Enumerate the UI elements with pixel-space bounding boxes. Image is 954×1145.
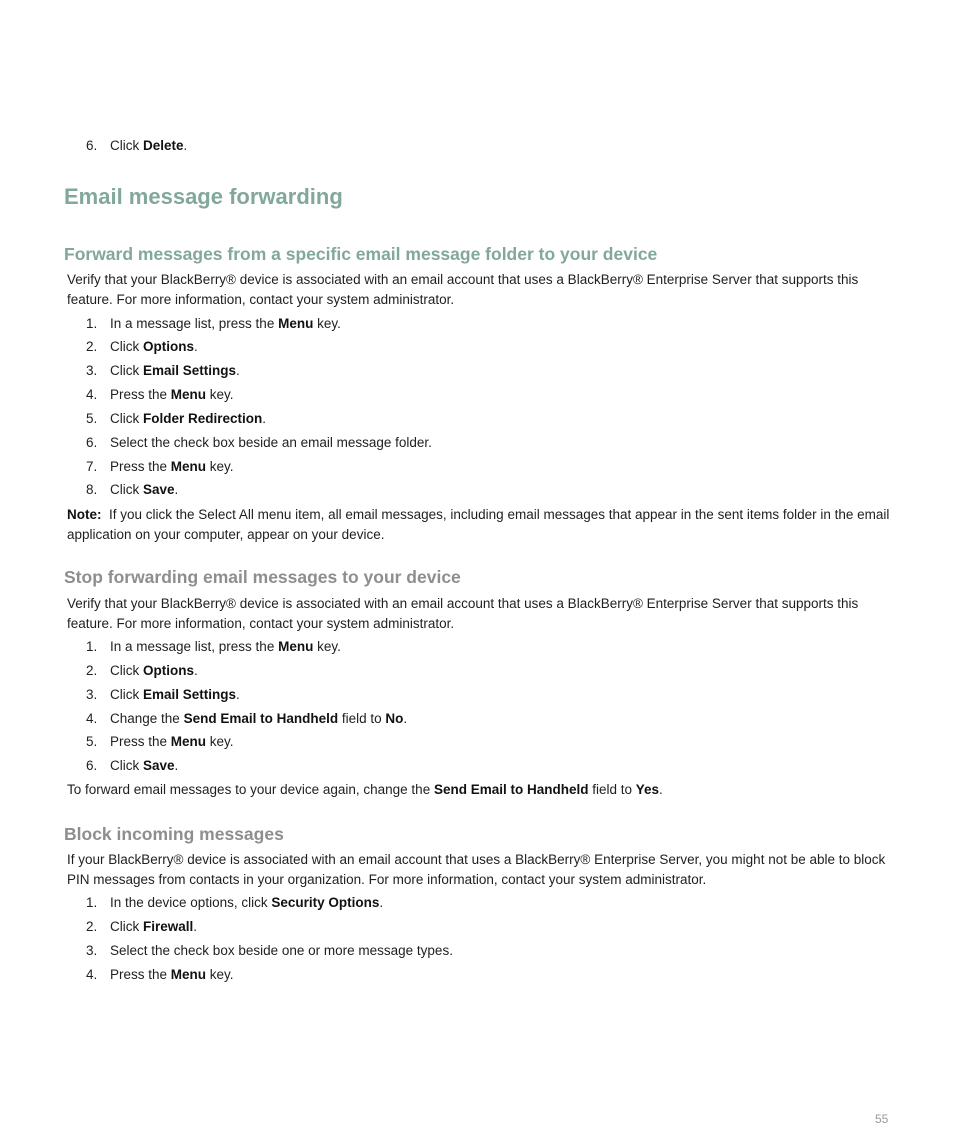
list-item: 1. In a message list, press the Menu key. — [86, 639, 341, 654]
list-item: 3. Select the check box beside one or more message types. — [86, 943, 453, 958]
list-item: 7. Press the Menu key. — [86, 459, 234, 474]
note: Note: If you click the Select All menu item, all email messages, including email messages that appear in the sent items folder in the email application on your computer, appear on your device. — [67, 507, 890, 542]
note-label: Note: — [67, 507, 102, 522]
list-item: 6. Select the check box beside an email message folder. — [86, 435, 432, 450]
section-heading-forward: Forward messages from a specific email message folder to your device — [64, 244, 658, 264]
list-item: 3. Click Email Settings. — [86, 687, 240, 702]
list-item: 8. Click Save. — [86, 482, 179, 497]
list-item: 6. Click Save. — [86, 758, 179, 773]
list-item: 4. Press the Menu key. — [86, 387, 234, 402]
section-intro: Verify that your BlackBerry® device is associated with an email account that uses a BlackBerry® Enterprise Server that supports this feature. For more information, contact your system administrator. — [67, 596, 859, 631]
list-item: 1. In the device options, click Security Options. — [86, 895, 384, 910]
section-outro: To forward email messages to your device again, change the Send Email to Handheld field to Yes. — [67, 782, 663, 797]
list-item: 5. Press the Menu key. — [86, 734, 234, 749]
section-intro: Verify that your BlackBerry® device is associated with an email account that uses a BlackBerry® Enterprise Server that supports this feature. For more information, contact your system administrator. — [67, 272, 859, 307]
list-item: 2. Click Options. — [86, 339, 198, 354]
section-intro: If your BlackBerry® device is associated with an email account that uses a BlackBerry® Enterprise Server, you might not be able to block PIN messages from contacts in your organization. For more information, contact your system administrator. — [67, 852, 886, 887]
step-number: 6. — [86, 138, 98, 153]
section-heading-stop-forwarding: Stop forwarding email messages to your device — [64, 567, 461, 587]
page-number: 55 — [875, 1112, 889, 1126]
list-item: 4. Change the Send Email to Handheld field to No. — [86, 711, 408, 726]
page-title: Email message forwarding — [64, 184, 343, 209]
list-item: 3. Click Email Settings. — [86, 363, 240, 378]
list-item: 2. Click Options. — [86, 663, 198, 678]
list-item: 2. Click Firewall. — [86, 919, 198, 934]
list-item: 1. In a message list, press the Menu key. — [86, 316, 341, 331]
section-heading-block-incoming: Block incoming messages — [64, 824, 284, 844]
list-item: 6. Click Delete. — [86, 136, 187, 156]
list-item: 5. Click Folder Redirection. — [86, 411, 267, 426]
list-item: 4. Press the Menu key. — [86, 967, 234, 982]
